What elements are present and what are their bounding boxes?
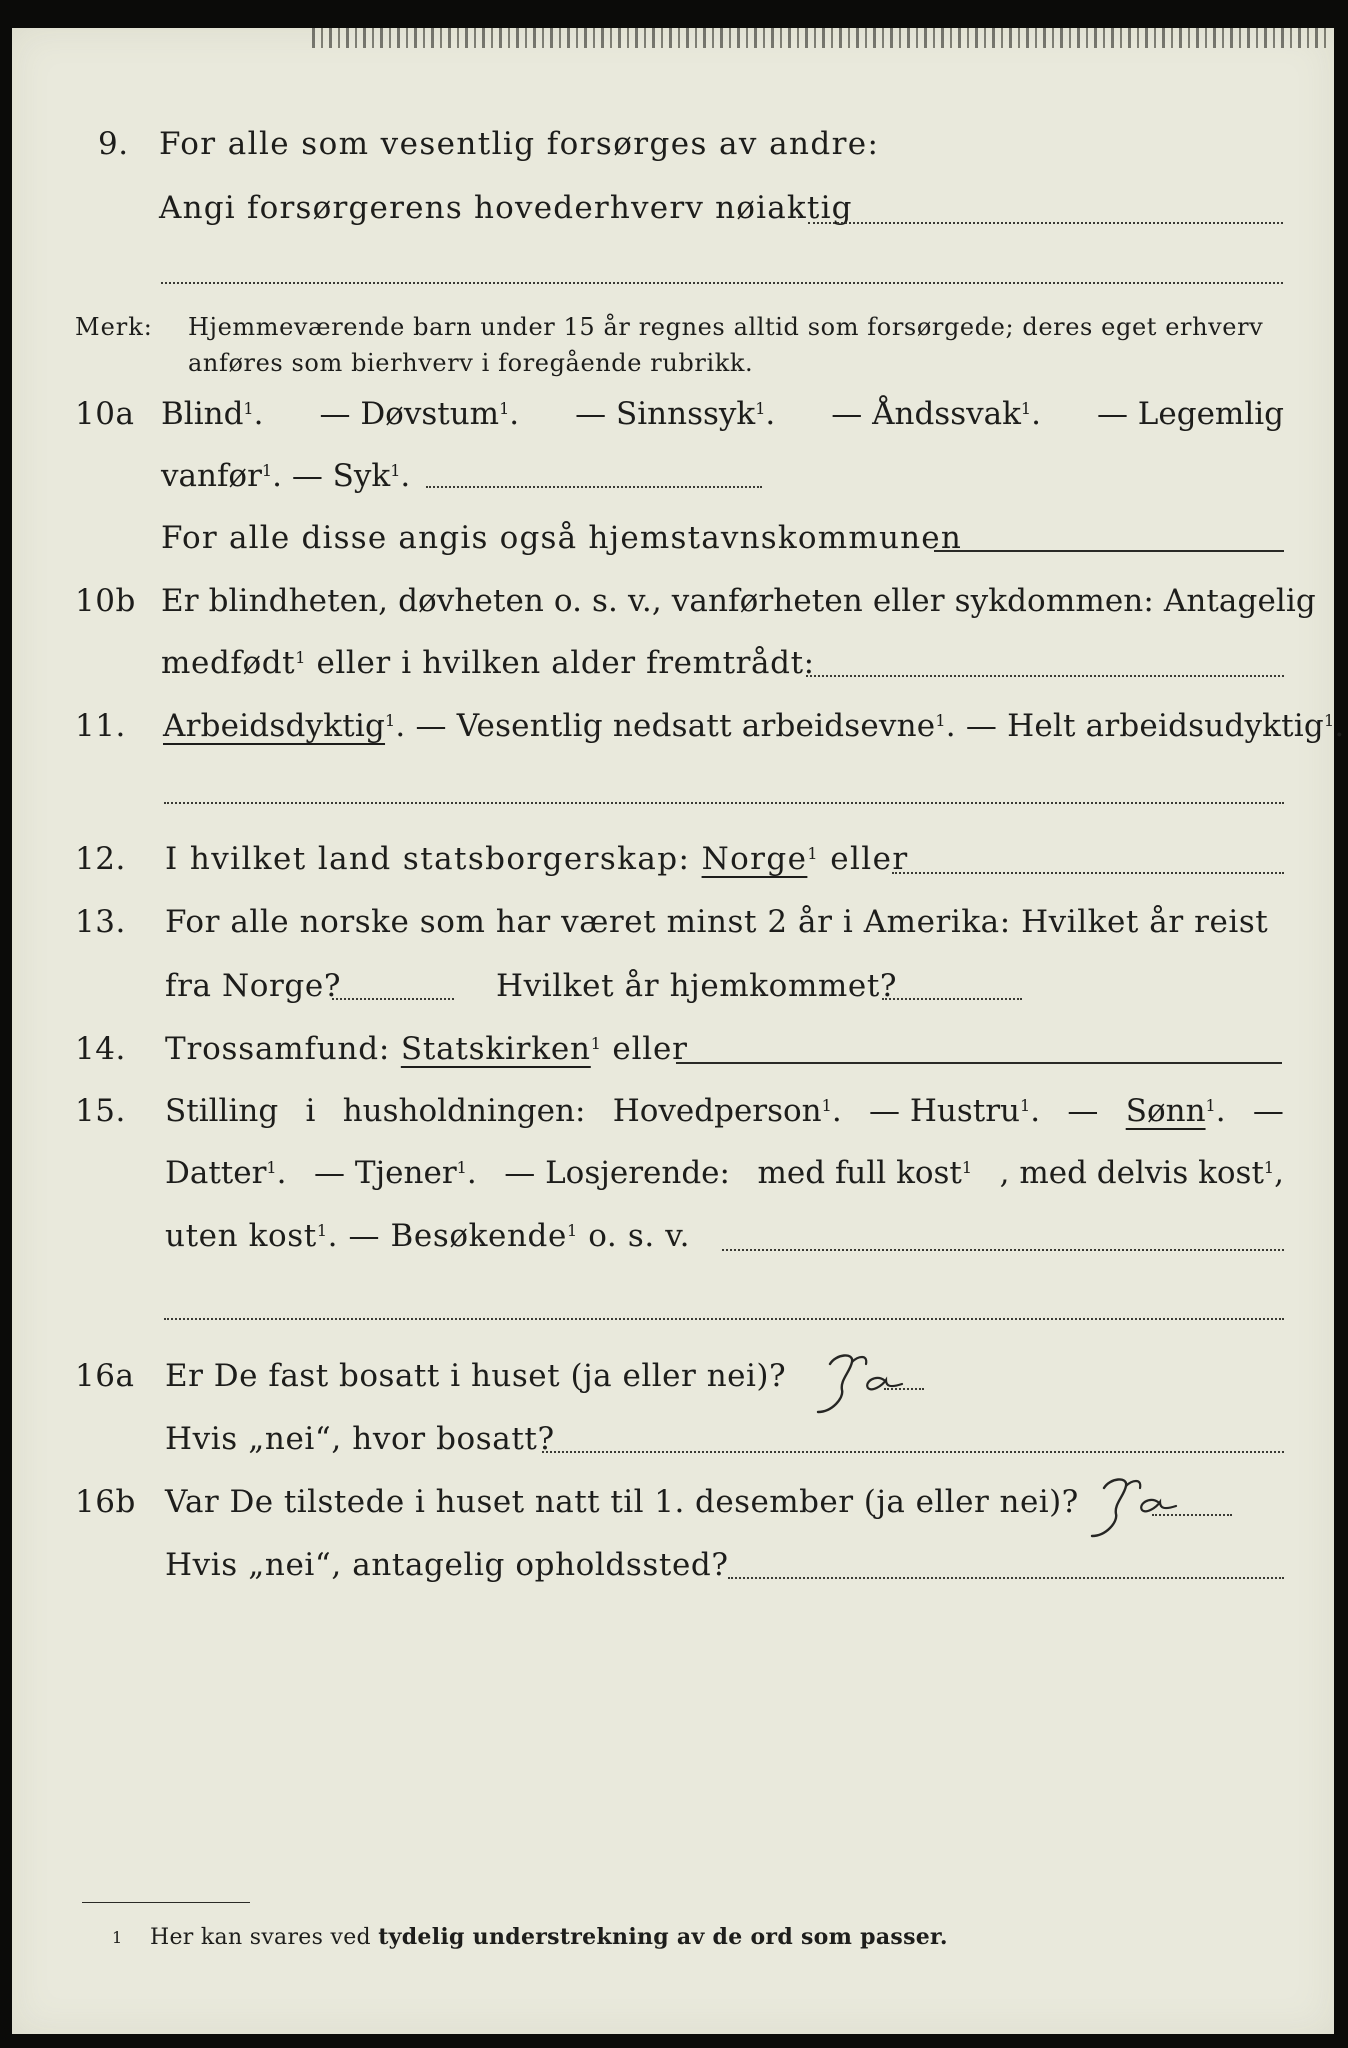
q13-line2b: Hvilket år hjemkommet?: [496, 968, 898, 1004]
q9-answer-line2[interactable]: [161, 282, 1283, 284]
census-form-page: [12, 28, 1345, 2034]
q10a-legemlig[interactable]: — Legemlig: [1096, 396, 1284, 432]
q16a-handwritten-answer: [802, 1346, 922, 1422]
q15-number: 15.: [75, 1093, 126, 1129]
q11-number: 11.: [75, 708, 126, 744]
q16b-number: 16b: [75, 1484, 136, 1520]
footnote-mark: 1: [112, 1928, 123, 1947]
q13-line2a: fra Norge?: [165, 968, 342, 1004]
q16a-line1: Er De fast bosatt i huset (ja eller nei)?: [165, 1358, 787, 1394]
q10a-line3: For alle disse angis også hjemstavnskommunen: [161, 520, 962, 556]
q9-answer-line[interactable]: [808, 222, 1283, 224]
q12-norge[interactable]: Norge: [701, 841, 808, 877]
q14-answer-line[interactable]: [676, 1062, 1282, 1064]
q10a-hjemstavn-answer-line[interactable]: [934, 550, 1284, 552]
merk-line2: anføres som bierhverv i foregående rubrikk.: [188, 349, 754, 377]
q13-hjemkommet-answer-line[interactable]: [882, 998, 1022, 1000]
q16b-answer-line[interactable]: [1152, 1514, 1232, 1516]
q10a-sinnssyk[interactable]: — Sinnssyk$^1$.: [575, 396, 776, 432]
q9-number: 9.: [98, 126, 129, 162]
q10b-number: 10b: [75, 583, 136, 619]
q16a-line2: Hvis „nei“, hvor bosatt?: [165, 1421, 555, 1457]
q16a-number: 16a: [75, 1358, 135, 1394]
q15-sonn[interactable]: Sønn$^1$.: [1125, 1093, 1226, 1129]
q9-line2: Angi forsørgerens hovederhverv nøiaktig: [159, 190, 853, 226]
q10b-medfodt[interactable]: medfødt: [161, 645, 296, 681]
q10a-dovstum[interactable]: — Døvstum$^1$.: [319, 396, 520, 432]
q12-number: 12.: [75, 841, 126, 877]
q11-line1: Arbeidsdyktig$^1$. — Vesentlig nedsatt arbeidsevne$^1$. — Helt arbeidsudyktig$^1$.: [163, 708, 1345, 744]
q16b-answer-svg: [1078, 1472, 1198, 1544]
q15-hustru[interactable]: — Hustru$^1$.: [869, 1093, 1041, 1129]
q11-arbeidsdyktig[interactable]: Arbeidsdyktig: [163, 708, 386, 744]
q10a-line2: vanfør$^1$. — Syk$^1$.: [161, 458, 411, 494]
q15-hovedperson[interactable]: Hovedperson$^1$.: [612, 1093, 842, 1129]
q9-line1: For alle som vesentlig forsørges av andre:: [159, 126, 880, 162]
q10a-andssvak[interactable]: — Åndssvak$^1$.: [831, 396, 1041, 432]
q15-answer-line[interactable]: [722, 1249, 1284, 1251]
q16a-answer-svg: [802, 1346, 922, 1418]
q15-line3: uten kost$^1$. — Besøkende$^1$ o. s. v.: [165, 1218, 691, 1254]
q10a-syk-answer-line[interactable]: [426, 486, 762, 488]
q16b-handwritten-answer: [1078, 1472, 1198, 1548]
q10a-line1: [161, 396, 1284, 432]
q10a-number: 10a: [75, 396, 135, 432]
q14-line: Trossamfund: Statskirken$^1$ eller: [165, 1031, 688, 1067]
q14-statskirken[interactable]: Statskirken: [400, 1031, 591, 1067]
q10a-blind[interactable]: Blind$^1$.: [161, 396, 264, 432]
q15-uten-kost[interactable]: uten kost: [165, 1218, 317, 1254]
q16a-bosatt-answer-line[interactable]: [542, 1451, 1284, 1453]
q10a-vanfor[interactable]: vanfør: [161, 458, 262, 494]
q15-datter[interactable]: Datter$^1$.: [165, 1155, 287, 1191]
q12-answer-line[interactable]: [892, 872, 1284, 874]
q10a-syk[interactable]: . — Syk: [272, 458, 391, 494]
q16b-opholdssted-answer-line[interactable]: [728, 1577, 1284, 1579]
q13-reist-answer-line[interactable]: [332, 998, 454, 1000]
q10b-line1: Er blindheten, døvheten o. s. v., vanførheten eller sykdommen: Antagelig: [161, 583, 1316, 619]
q10b-line2: medfødt$^1$ eller i hvilken alder fremtrådt:: [161, 645, 815, 681]
q15-answer-line2[interactable]: [164, 1318, 1284, 1320]
merk-line1: Hjemmeværende barn under 15 år regnes alltid som forsørgede; deres eget erhverv: [188, 313, 1264, 341]
footnote-text: Her kan svares ved tydelig understrekning av de ord som passer.: [150, 1924, 948, 1950]
q13-number: 13.: [75, 904, 126, 940]
q11-udyktig[interactable]: . — Helt arbeidsudyktig: [945, 708, 1324, 744]
footnote-rule: [82, 1902, 250, 1903]
q15-full-kost[interactable]: med full kost$^1$: [757, 1155, 973, 1191]
q15-line2: Datter$^1$. — Tjener$^1$. — Losjerende: med full kost$^1$ , med delvis kost$^1$,: [165, 1155, 1284, 1191]
q12-line: I hvilket land statsborgerskap: Norge$^1$ eller: [165, 841, 909, 877]
q14-number: 14.: [75, 1031, 126, 1067]
q11-nedsatt[interactable]: . — Vesentlig nedsatt arbeidsevne: [395, 708, 936, 744]
q15-delvis-kost[interactable]: , med delvis kost$^1$,: [999, 1155, 1284, 1191]
q13-line1: For alle norske som har været minst 2 år i Amerika: Hvilket år reist: [165, 904, 1269, 940]
q10b-answer-line[interactable]: [806, 675, 1284, 677]
q16b-line2: Hvis „nei“, antagelig opholdssted?: [165, 1547, 729, 1583]
q16a-answer-line[interactable]: [884, 1388, 924, 1390]
scan-edge-strip: [312, 28, 1332, 48]
merk-label: Merk:: [75, 313, 153, 341]
q11-answer-line[interactable]: [164, 802, 1284, 804]
q15-tjener[interactable]: — Tjener$^1$.: [314, 1155, 477, 1191]
q16b-line1: Var De tilstede i huset natt til 1. desember (ja eller nei)?: [165, 1484, 1079, 1520]
q15-line1: Stilling i husholdningen: Hovedperson$^1$. — Hustru$^1$. — Sønn$^1$. —: [165, 1093, 1284, 1129]
q15-besokende[interactable]: . — Besøkende: [327, 1218, 567, 1254]
